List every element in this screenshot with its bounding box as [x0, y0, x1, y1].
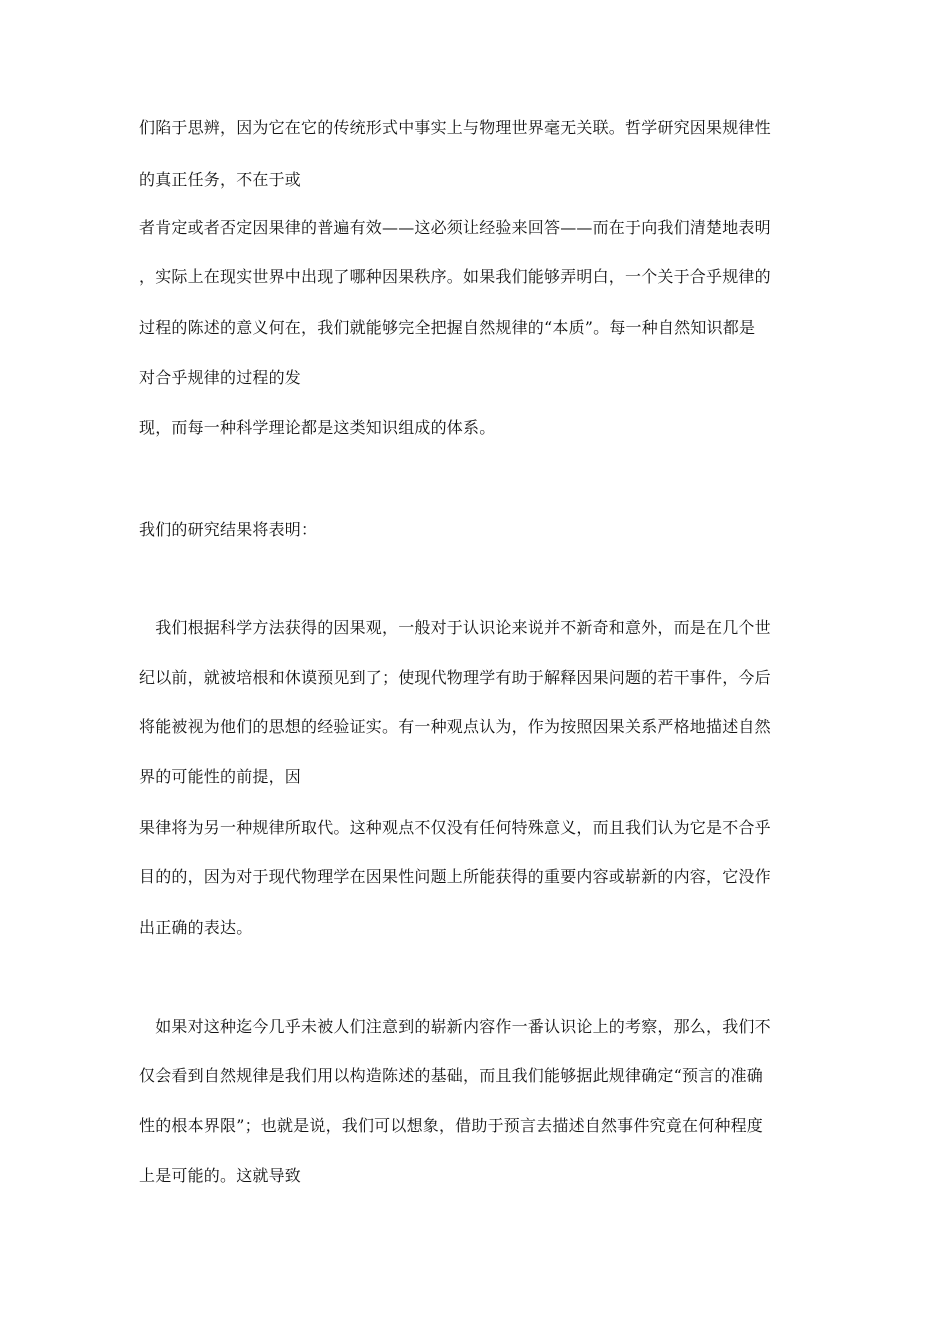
text-line: 界的可能性的前提，因 — [139, 767, 302, 786]
text-line: 性的根本界限”；也就是说，我们可以想象，借助于预言去描述自然事件究竟在何种程度 — [139, 1116, 763, 1135]
text-line: 的真正任务，不在于或 — [139, 170, 302, 189]
text-line: ，实际上在现实世界中出现了哪种因果秩序。如果我们能够弄明白，一个关于合乎规律的 — [139, 267, 771, 286]
text-line: 我们根据科学方法获得的因果观，一般对于认识论来说并不新奇和意外，而是在几个世 — [139, 618, 771, 637]
text-line: 者肯定或者否定因果律的普遍有效——这必须让经验来回答——而在于向我们清楚地表明 — [139, 218, 771, 237]
text-line: 我们的研究结果将表明： — [139, 520, 318, 539]
text-line: 将能被视为他们的思想的经验证实。有一种观点认为，作为按照因果关系严格地描述自然 — [139, 717, 771, 736]
text-line: 如果对这种迄今几乎未被人们注意到的崭新内容作一番认识论上的考察，那么，我们不 — [139, 1017, 771, 1036]
text-line: 对合乎规律的过程的发 — [139, 368, 302, 387]
text-line: 出正确的表达。 — [139, 918, 253, 937]
text-line: 现，而每一种科学理论都是这类知识组成的体系。 — [139, 418, 496, 437]
text-line: 上是可能的。这就导致 — [139, 1166, 302, 1185]
text-line: 仅会看到自然规律是我们用以构造陈述的基础，而且我们能够据此规律确定“预言的准确 — [139, 1066, 763, 1085]
text-line: 果律将为另一种规律所取代。这种观点不仅没有任何特殊意义，而且我们认为它是不合乎 — [139, 818, 771, 837]
text-line: 目的的，因为对于现代物理学在因果性问题上所能获得的重要内容或崭新的内容，它没作 — [139, 867, 771, 886]
text-line: 纪以前，就被培根和休谟预见到了；使现代物理学有助于解释因果问题的若干事件，今后 — [139, 668, 771, 687]
text-line: 们陷于思辨，因为它在它的传统形式中事实上与物理世界毫无关联。哲学研究因果规律性 — [139, 118, 771, 137]
text-line: 过程的陈述的意义何在，我们就能够完全把握自然规律的“本质”。每一种自然知识都是 — [139, 318, 756, 337]
